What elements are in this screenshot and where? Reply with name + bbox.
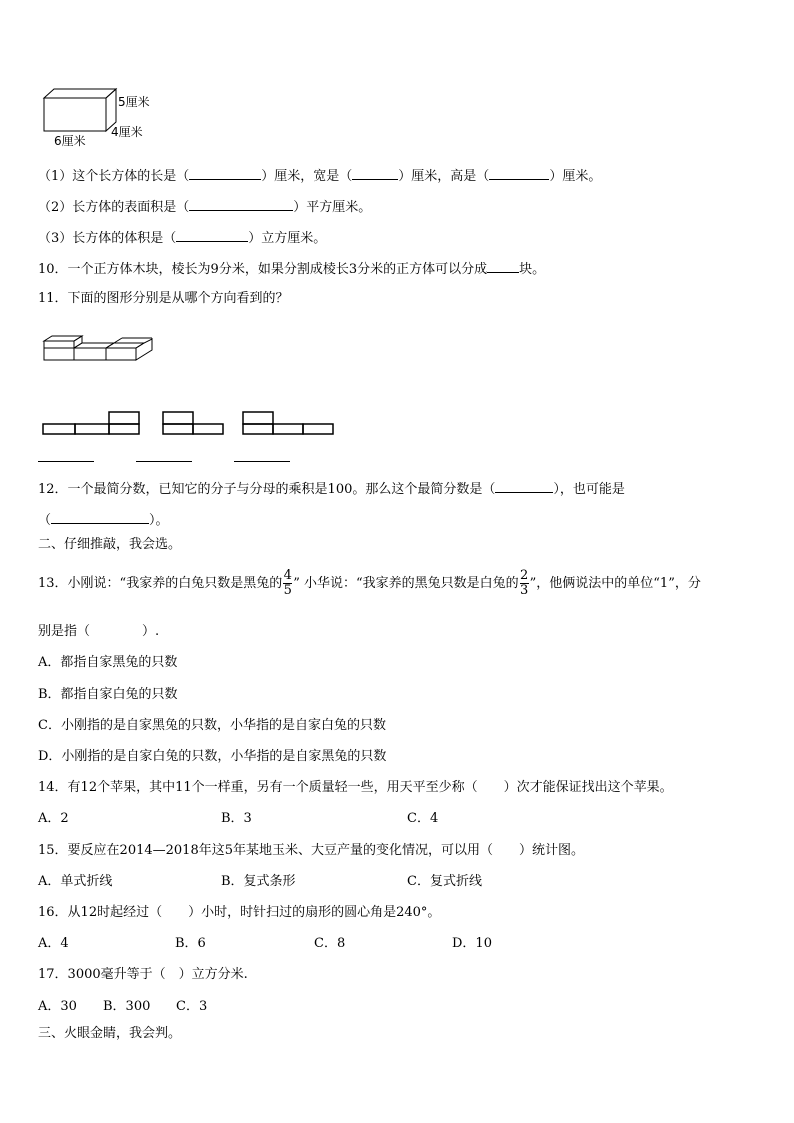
q14-option-c: C．4 [407, 811, 439, 826]
q13-option-a: A．都指自家黑兔的只数 [38, 655, 178, 670]
answer-blank [189, 166, 261, 180]
question-14: 14．有12个苹果，其中11个一样重，另有一个质量轻一些，用天平至少称（ ）次才能保证找出这个苹果。 [38, 780, 673, 795]
q17-option-a: A．30 [38, 999, 77, 1014]
q9-part2: （2）长方体的表面积是（ ）平方厘米。 [38, 197, 371, 217]
q14-option-a: A．2 [38, 811, 69, 826]
question-16: 16．从12时起经过（ ）小时，时针扫过的扇形的圆心角是240°。 [38, 905, 441, 920]
q15-option-a: A．单式折线 [38, 874, 113, 889]
answer-blank [51, 510, 149, 524]
question-17: 17．3000毫升等于（ ）立方分米. [38, 967, 248, 982]
cuboid-drawing [40, 86, 120, 136]
answer-blank [189, 197, 293, 211]
q9-part3: （3）长方体的体积是（ ）立方厘米。 [38, 228, 326, 248]
q16-option-b: B．6 [175, 936, 206, 951]
q9-part1: （1）这个长方体的长是（ ）厘米，宽是（ ）厘米，高是（ ）厘米。 [38, 166, 601, 186]
question-11: 11．下面的图形分别是从哪个方向看到的？ [38, 291, 289, 306]
q17-option-c: C．3 [176, 999, 208, 1014]
answer-blank [489, 166, 549, 180]
section-2-heading: 二、仔细推敲，我会选。 [38, 537, 182, 552]
width-label: 4厘米 [111, 125, 143, 139]
q17-option-b: B．300 [103, 999, 151, 1014]
q15-option-c: C．复式折线 [407, 874, 482, 889]
view-figure-3 [242, 410, 338, 436]
cuboid-figure [40, 86, 160, 148]
view-figure-2 [162, 410, 228, 436]
answer-blank [176, 228, 248, 242]
q16-option-a: A．4 [38, 936, 69, 951]
q13-option-d: D．小刚指的是自家白兔的只数，小华指的是自家黑兔的只数 [38, 749, 387, 764]
section-3-heading: 三、火眼金睛，我会判。 [38, 1026, 182, 1041]
q16-option-c: C．8 [314, 936, 346, 951]
length-label: 6厘米 [54, 134, 86, 148]
answer-blank [38, 461, 94, 462]
q16-option-d: D．10 [452, 936, 492, 951]
answer-blank [352, 166, 398, 180]
fraction-2-3: $\frac{2}{3}$ [520, 568, 529, 598]
answer-blank [487, 259, 519, 273]
q14-option-b: B．3 [221, 811, 252, 826]
question-15: 15．要反应在2014—2018年这5年某地玉米、大豆产量的变化情况，可以用（ ）统计图。 [38, 843, 584, 858]
answer-blank [136, 461, 192, 462]
question-10: 10．一个正方体木块，棱长为9分米，如果分割成棱长3分米的正方体可以分成 块。 [38, 259, 545, 279]
question-12: 12．一个最简分数，已知它的分子与分母的乘积是100。那么这个最简分数是（ ），也可能是 [38, 479, 625, 499]
cube-stack-figure [42, 334, 158, 364]
question-13-cont: 别是指（ ）. [38, 624, 160, 639]
height-label: 5厘米 [118, 95, 150, 109]
answer-blank [495, 479, 553, 493]
q13-option-b: B．都指自家白兔的只数 [38, 687, 178, 702]
question-12-cont: （ ）。 [38, 510, 169, 530]
q15-option-b: B．复式条形 [221, 874, 296, 889]
view-figure-1 [42, 410, 142, 436]
fraction-4-5: $\frac{4}{5}$ [283, 568, 292, 598]
answer-blank [234, 461, 290, 462]
q13-option-c: C．小刚指的是自家黑兔的只数，小华指的是自家白兔的只数 [38, 718, 386, 733]
question-13: 13．小刚说：“我家养的白兔只数是黑兔的 $\frac{4}{5}$ ” 小华说：“我家养的黑兔只数是白兔的 $\frac{2}{3}$ ”，他俩说法中的单位“1”，分 [38, 568, 701, 598]
